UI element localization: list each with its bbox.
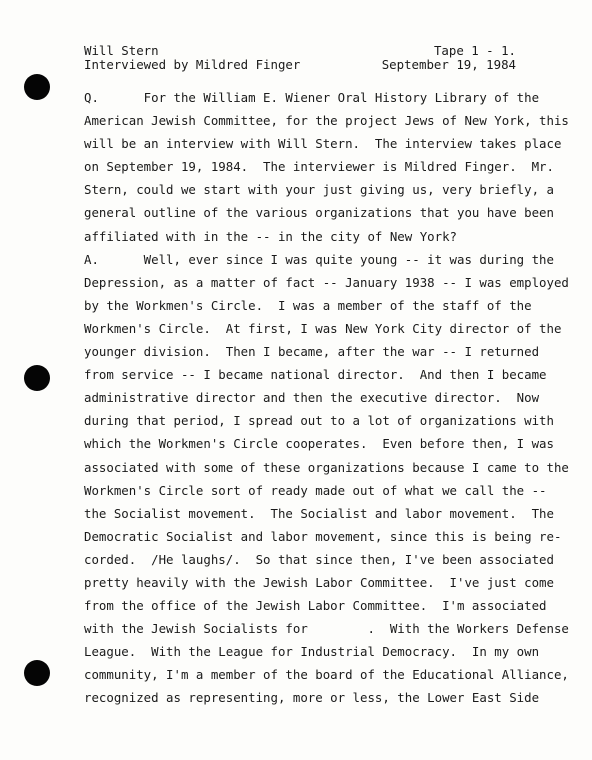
transcript-line: on September 19, 1984. The interviewer is Mildred Finger. Mr. — [84, 159, 554, 175]
transcript-line: Democratic Socialist and labor movement, since this is being re- — [84, 528, 562, 544]
transcript-line: League. With the League for Industrial Democracy. In my own — [84, 644, 540, 660]
interviewer-line: Interviewed by Mildred Finger — [84, 57, 301, 72]
transcript-line: Workmen's Circle sort of ready made out of what we call the -- — [84, 482, 547, 498]
transcript-body — [84, 89, 569, 713]
transcript-line: American Jewish Committee, for the project Jews of New York, this — [84, 113, 569, 129]
transcript-line: which the Workmen's Circle cooperates. Even before then, I was — [84, 436, 554, 452]
transcript-line: A. Well, ever since I was quite young -- it was during the — [84, 251, 554, 267]
transcript-line: the Socialist movement. The Socialist and labor movement. The — [84, 505, 554, 521]
transcript-line: pretty heavily with the Jewish Labor Committee. I've just come — [84, 574, 554, 590]
transcript-line: associated with some of these organizations because I came to the — [84, 459, 569, 475]
page-header — [84, 44, 516, 72]
tape-number: Tape 1 - 1. — [433, 43, 516, 58]
transcript-line: Q. For the William E. Wiener Oral History Library of the — [84, 90, 540, 105]
header-row-2 — [84, 58, 516, 72]
transcript-line: by the Workmen's Circle. I was a member of the staff of the — [84, 297, 532, 313]
transcript-line: administrative director and then the executive director. Now — [84, 390, 540, 406]
transcript-line: general outline of the various organizations that you have been — [84, 205, 554, 221]
punch-hole — [24, 74, 50, 100]
interviewee-name: Will Stern — [84, 43, 159, 58]
header-row-1 — [84, 44, 516, 58]
transcript-line: corded. /He laughs/. So that since then, I've been associated — [84, 551, 554, 567]
transcript-line: with the Jewish Socialists for . With the Workers Defense — [84, 621, 569, 637]
transcript-line: from service -- I became national director. And then I became — [84, 367, 547, 383]
transcript-line: recognized as representing, more or less, the Lower East Side — [84, 690, 540, 706]
punch-hole — [24, 660, 50, 686]
punch-hole — [24, 365, 50, 391]
transcript-line: during that period, I spread out to a lot of organizations with — [84, 413, 554, 429]
transcript-line: Depression, as a matter of fact -- January 1938 -- I was employed — [84, 274, 569, 290]
transcript-line: community, I'm a member of the board of the Educational Alliance, — [84, 667, 569, 683]
transcript-line: Stern, could we start with your just giving us, very briefly, a — [84, 182, 554, 198]
transcript-line: affiliated with in the -- in the city of New York? — [84, 228, 457, 244]
transcript-line: will be an interview with Will Stern. The interview takes place — [84, 136, 562, 152]
interview-date: September 19, 1984 — [381, 57, 516, 72]
transcript-line: younger division. Then I became, after the war -- I returned — [84, 344, 540, 360]
transcript-line: Workmen's Circle. At first, I was New York City director of the — [84, 320, 562, 336]
transcript-line: from the office of the Jewish Labor Committee. I'm associated — [84, 598, 547, 614]
